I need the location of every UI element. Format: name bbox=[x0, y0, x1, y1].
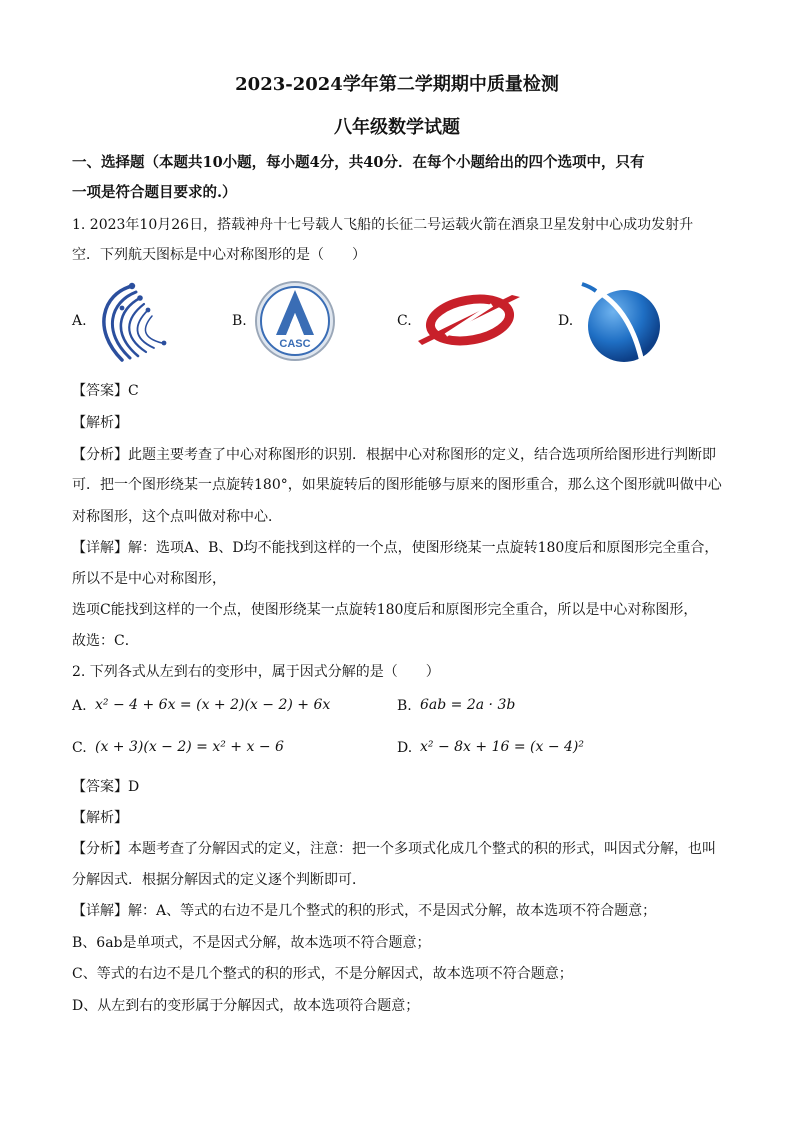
page-title: 2023-2024学年第二学期期中质量检测 bbox=[235, 74, 559, 95]
q2-answer: 【答案】D bbox=[72, 779, 140, 795]
q1-analysis-line1: 【分析】此题主要考查了中心对称图形的识别．根据中心对称图形的定义，结合选项所给图形进行判断即 bbox=[72, 447, 716, 463]
section-heading-line1: 一、选择题（本题共10小题，每小题4分，共40分．在每个小题给出的四个选项中，只有 bbox=[72, 154, 645, 171]
logo-a-icon bbox=[92, 280, 172, 364]
q2-option-b-label: B. bbox=[397, 698, 412, 714]
q1-answer: 【答案】C bbox=[72, 383, 139, 399]
logo-c-icon bbox=[416, 291, 524, 349]
logo-b-text: CASC bbox=[279, 338, 311, 350]
q2-option-c-label: C. bbox=[72, 740, 87, 756]
q2-option-c: (x + 3)(x − 2) = x² + x − 6 bbox=[95, 739, 284, 755]
q1-stem-line1: 1. 2023年10月26日，搭载神舟十七号载人飞船的长征二号运载火箭在酒泉卫星发射中心成功发射升 bbox=[72, 217, 694, 233]
q1-option-a-label: A. bbox=[72, 313, 87, 329]
q1-analysis-head: 【解析】 bbox=[72, 415, 128, 431]
q1-detail-line2: 所以不是中心对称图形， bbox=[72, 571, 226, 587]
q1-analysis-line3: 对称图形，这个点叫做对称中心． bbox=[72, 509, 282, 525]
q2-stem: 2. 下列各式从左到右的变形中，属于因式分解的是（ ） bbox=[72, 664, 440, 680]
logo-b-icon bbox=[254, 280, 336, 362]
q2-option-d: x² − 8x + 16 = (x − 4)² bbox=[420, 739, 584, 755]
q1-option-d-label: D. bbox=[558, 313, 574, 329]
q2-detail-line2: B、6ab是单项式，不是因式分解，故本选项不符合题意； bbox=[72, 935, 431, 951]
q2-detail-line3: C、等式的右边不是几个整式的积的形式，不是分解因式，故本选项不符合题意； bbox=[72, 966, 573, 982]
q2-detail-line1: 【详解】解：A、等式的右边不是几个整式的积的形式，不是因式分解，故本选项不符合题意； bbox=[72, 903, 657, 919]
q2-detail-line4: D、从左到右的变形属于分解因式，故本选项符合题意； bbox=[72, 998, 420, 1014]
q2-analysis-line1: 【分析】本题考查了分解因式的定义，注意：把一个多项式化成几个整式的积的形式，叫因式分解，也叫 bbox=[72, 841, 716, 857]
q1-analysis-line2: 可．把一个图形绕某一点旋转180°，如果旋转后的图形能够与原来的图形重合，那么这个图形就叫做中心 bbox=[72, 477, 722, 493]
q2-option-a-label: A. bbox=[72, 698, 87, 714]
q2-option-b: 6ab = 2a · 3b bbox=[420, 697, 516, 713]
q1-detail-line1: 【详解】解：选项A、B、D均不能找到这样的一个点，使图形绕某一点旋转180度后和原图形完全重合， bbox=[72, 540, 719, 556]
logo-d-icon bbox=[580, 282, 662, 364]
page-subtitle: 八年级数学试题 bbox=[334, 117, 460, 138]
q2-analysis-head: 【解析】 bbox=[72, 810, 128, 826]
q1-detail-line4: 故选：C． bbox=[72, 633, 139, 649]
q1-stem-line2: 空．下列航天图标是中心对称图形的是（ ） bbox=[72, 247, 366, 263]
q1-detail-line3: 选项C能找到这样的一个点，使图形绕某一点旋转180度后和原图形完全重合，所以是中心对称图形， bbox=[72, 602, 698, 618]
q2-analysis-line2: 分解因式．根据分解因式的定义逐个判断即可． bbox=[72, 872, 366, 888]
q2-option-a: x² − 4 + 6x = (x + 2)(x − 2) + 6x bbox=[95, 697, 331, 713]
q1-option-c-label: C. bbox=[397, 313, 412, 329]
section-heading-line2: 一项是符合题目要求的.） bbox=[72, 184, 237, 201]
q2-option-d-label: D. bbox=[397, 740, 413, 756]
q1-option-b-label: B. bbox=[232, 313, 247, 329]
